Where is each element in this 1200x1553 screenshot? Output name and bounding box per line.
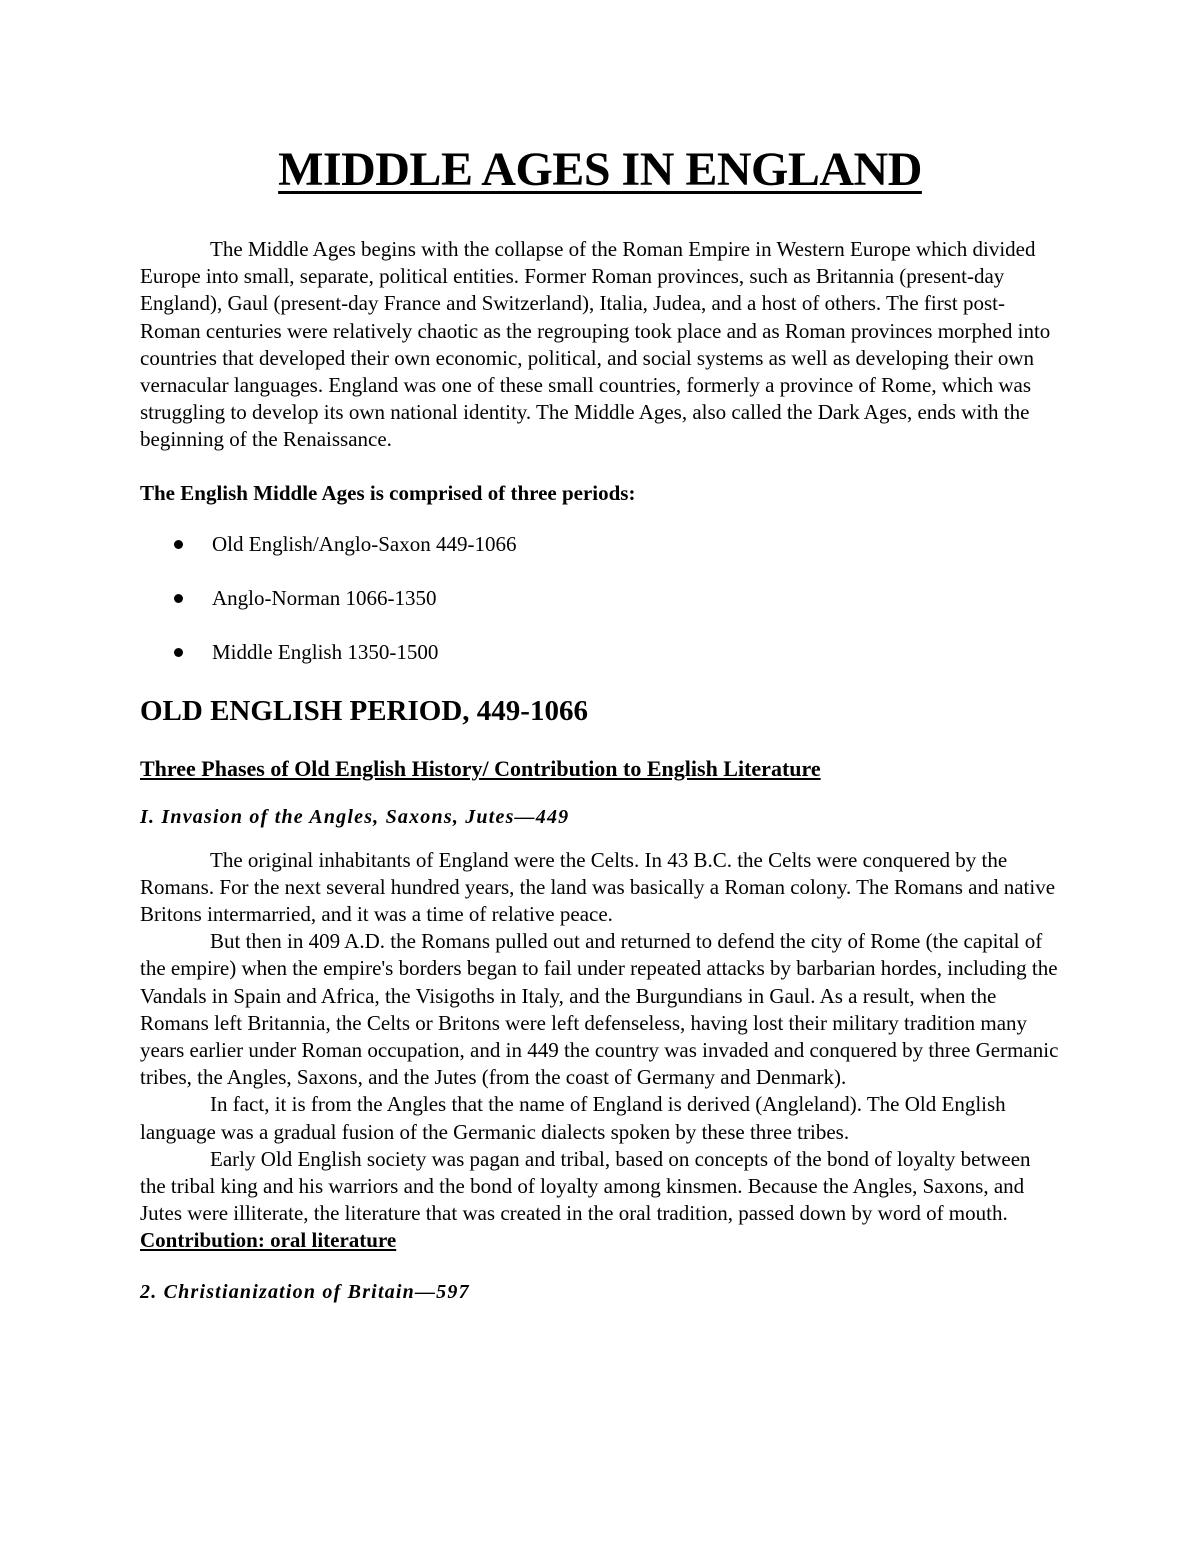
intro-paragraph: The Middle Ages begins with the collapse of the Roman Empire in Western Europe which divided Europe into small, separate, political entities. Former Roman provinces, such as Britannia (present-day England), Gaul (present-day France and Switzerland), Italia, Judea, and a host of others. The first post-Roman centuries were relatively chaotic as the regrouping took place and as Roman provinces morphed into countries that developed their own economic, political, and social systems as well as developing their own vernacular languages. England was one of these small countries, formerly a province of Rome, which was struggling to develop its own national identity. The Middle Ages, also called the Dark Ages, ends with the beginning of the Renaissance. [140,237,1051,452]
document-page [140,140,1060,1322]
subheading: Three Phases of Old English History/ Contribution to English Literature [140,755,821,781]
bullet-icon [174,594,183,603]
phase1-paragraph: The original inhabitants of England were the Celts. In 43 B.C. the Celts were conquered by the Romans. For the next several hundred years, the land was basically a Roman colony. The Romans and native Britons intermarried, and it was a time of relative peace. [140,847,1056,927]
bullet-icon [174,648,183,657]
list-item [140,531,1060,558]
bullet-icon [174,540,183,549]
period-label: Old English/Anglo-Saxon 449-1066 [212,531,517,556]
phase1-last-paragraph [140,1146,1060,1255]
phase2-heading: 2. Christianization of Britain—597 [140,1280,470,1303]
list-item [140,639,1060,666]
period-label: Anglo-Norman 1066-1350 [212,585,437,610]
section-heading: OLD ENGLISH PERIOD, 449-1066 [140,694,588,727]
list-item [140,585,1060,612]
periods-list [140,531,1060,666]
periods-lead: The English Middle Ages is comprised of three periods: [140,480,636,505]
phase1-heading: I. Invasion of the Angles, Saxons, Jutes—449 [140,805,570,828]
contribution-label: Contribution: oral literature [140,1228,397,1253]
page-title: MIDDLE AGES IN ENGLAND [278,143,922,196]
phase1-paragraph: But then in 409 A.D. the Romans pulled out and returned to defend the city of Rome (the capital of the empire) when the empire's borders began to fail under repeated attacks by barbarian hordes, including the Vandals in Spain and Africa, the Visigoths in Italy, and the Burgundians in Gaul. As a result, when the Romans left Britannia, the Celts or Britons were left defenseless, having lost their military tradition many years earlier under Roman occupation, and in 449 the country was invaded and conquered by three Germanic tribes, the Angles, Saxons, and the Jutes (from the coast of Germany and Denmark). [140,929,1059,1090]
phase1-paragraph: In fact, it is from the Angles that the name of England is derived (Angleland). The Old English language was a gradual fusion of the Germanic dialects spoken by these three tribes. [140,1092,1006,1144]
period-label: Middle English 1350-1500 [212,639,439,664]
phase1-last-text: Early Old English society was pagan and tribal, based on concepts of the bond of loyalty between the tribal king and his warriors and the bond of loyalty among kinsmen. Because the Angles, Saxons, and Jutes were illiterate, the literature that was created in the oral tradition, passed down by word of mouth. [140,1146,1031,1226]
